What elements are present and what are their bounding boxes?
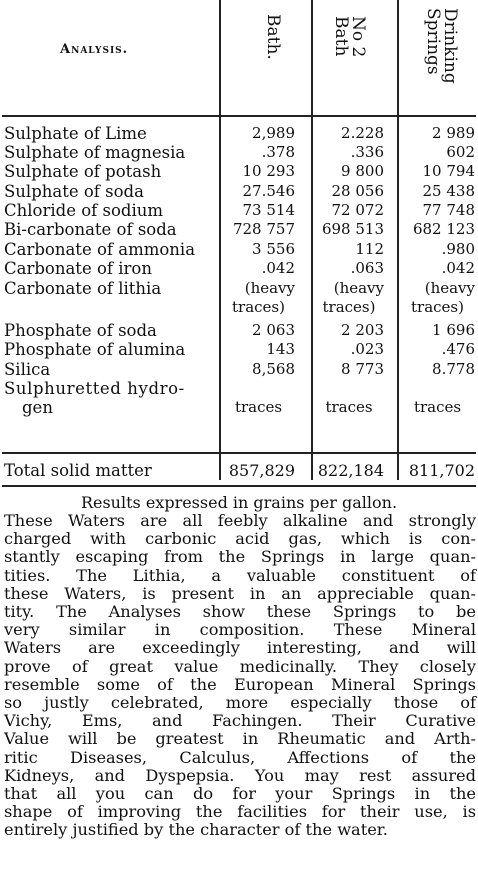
row-label: Sulphate of soda: [4, 182, 144, 201]
table-cell: traces: [413, 398, 462, 416]
table-cell: 25 438: [422, 182, 475, 200]
total-cell: 822,184: [317, 461, 384, 480]
total-cell: 811,702: [408, 461, 475, 480]
paragraph-line: ritic Diseases, Calculus, Affections of the: [4, 747, 476, 767]
body-paragraph: [4, 512, 476, 840]
table-cell: 698 513: [321, 220, 384, 238]
row-label: Sulphate of magnesia: [4, 143, 186, 162]
paragraph-line: so justly celebrated, more especially those of: [4, 693, 476, 713]
table-cell: 602: [446, 143, 475, 161]
row-label: Sulphuretted hydro-: [4, 379, 185, 398]
table-cell: traces: [325, 398, 373, 416]
row-label: Chloride of sodium: [4, 201, 163, 220]
table-cell: 8.778: [432, 360, 475, 378]
table-cell: 143: [266, 340, 295, 358]
table-cell: 72 072: [331, 201, 384, 219]
table-cell: 10 293: [242, 162, 295, 180]
table-cell: .980: [441, 240, 475, 258]
column-rule: [397, 0, 399, 480]
table-cell: 77 748: [422, 201, 475, 219]
table-cell: .042: [441, 259, 475, 277]
row-label: Sulphate of potash: [4, 162, 162, 181]
table-cell: (heavy: [244, 279, 295, 297]
table-cell: traces): [322, 298, 376, 316]
column-rule: [311, 0, 313, 480]
table-cell: 2 063: [252, 321, 295, 339]
table-cell: .336: [350, 143, 384, 161]
table-cell: traces): [232, 298, 285, 316]
total-rule: [2, 452, 476, 454]
table-cell: 2,989: [252, 124, 295, 142]
paragraph-line: prove of great value medicinally. They closely: [4, 656, 476, 676]
table-cell: 8 773: [341, 360, 384, 378]
paragraph-line: that all you can do for your Springs in the: [4, 784, 476, 804]
table-cell: 2 989: [432, 124, 475, 142]
paragraph-line: Waters are exceedingly interesting, and will: [4, 638, 476, 658]
paragraph-line: stantly escaping from the Springs in large quan-: [4, 547, 476, 567]
table-cell: 2.228: [341, 124, 384, 142]
paragraph-line: These Waters are all feebly alkaline and strongly: [4, 511, 476, 530]
paragraph-line: tities. The Lithia, a valuable constituent of: [4, 565, 476, 585]
table-cell: 728 757: [232, 220, 295, 238]
table-cell: traces): [411, 298, 464, 316]
table-cell: .042: [261, 259, 295, 277]
table-cell: 9 800: [341, 162, 384, 180]
row-label: Carbonate of iron: [4, 259, 152, 278]
row-label: Silica: [4, 360, 51, 379]
column-header-drinking-springs: Drinking Springs: [423, 8, 460, 84]
row-label: Phosphate of soda: [4, 321, 157, 340]
row-label-continued: gen: [22, 398, 53, 417]
table-cell: 1 696: [432, 321, 475, 339]
table-cell: .476: [441, 340, 475, 358]
column-header-no2-bath: No 2 Bath: [331, 16, 368, 58]
paragraph-line: shape of improving the facilities for their use, is: [4, 802, 476, 822]
header-rule: [2, 115, 476, 117]
table-cell: .063: [350, 259, 384, 277]
table-cell: 10 794: [422, 162, 475, 180]
row-label: Carbonate of lithia: [4, 279, 162, 298]
total-cell: 857,829: [228, 461, 295, 480]
paragraph-line: Kidneys, and Dyspepsia. You may rest assured: [4, 765, 476, 785]
table-heading: Analysis.: [60, 42, 129, 57]
table-cell: .023: [350, 340, 384, 358]
table-cell: 112: [355, 240, 384, 258]
paragraph-line: these Waters, is present in an appreciable quan-: [4, 583, 476, 603]
row-label: Phosphate of alumina: [4, 340, 186, 359]
row-label: Carbonate of ammonia: [4, 240, 196, 259]
total-label: Total solid matter: [4, 461, 152, 480]
row-label: Bi-carbonate of soda: [4, 220, 177, 239]
table-cell: 27.546: [242, 182, 295, 200]
table-cell: 682 123: [412, 220, 475, 238]
paragraph-line: very similar in composition. These Mineral: [4, 620, 476, 640]
table-cell: (heavy: [333, 279, 384, 297]
table-cell: .378: [261, 143, 295, 161]
paragraph-line: resemble some of the European Mineral Springs: [4, 674, 476, 694]
table-cell: 2 203: [341, 321, 384, 339]
table-cell: 3 556: [252, 240, 295, 258]
paragraph-line: charged with carbonic acid gas, which is con-: [4, 529, 476, 549]
paragraph-line: entirely justified by the character of the water.: [4, 820, 388, 840]
bottom-rule: [2, 485, 476, 487]
paragraph-line: Value will be greatest in Rheumatic and Arth-: [4, 729, 476, 749]
paragraph-line: Vichy, Ems, and Fachingen. Their Curative: [4, 711, 476, 731]
row-label: Sulphate of Lime: [4, 124, 147, 143]
caption: Results expressed in grains per gallon.: [80, 493, 398, 512]
column-rule: [219, 0, 221, 480]
paragraph-line: tity. The Analyses show these Springs to be: [4, 602, 476, 622]
table-cell: 8,568: [252, 360, 295, 378]
table-cell: (heavy: [424, 279, 475, 297]
table-cell: 28 056: [331, 182, 384, 200]
table-cell: 73 514: [242, 201, 295, 219]
column-header-bath: Bath.: [263, 14, 283, 60]
table-cell: traces: [234, 398, 283, 416]
